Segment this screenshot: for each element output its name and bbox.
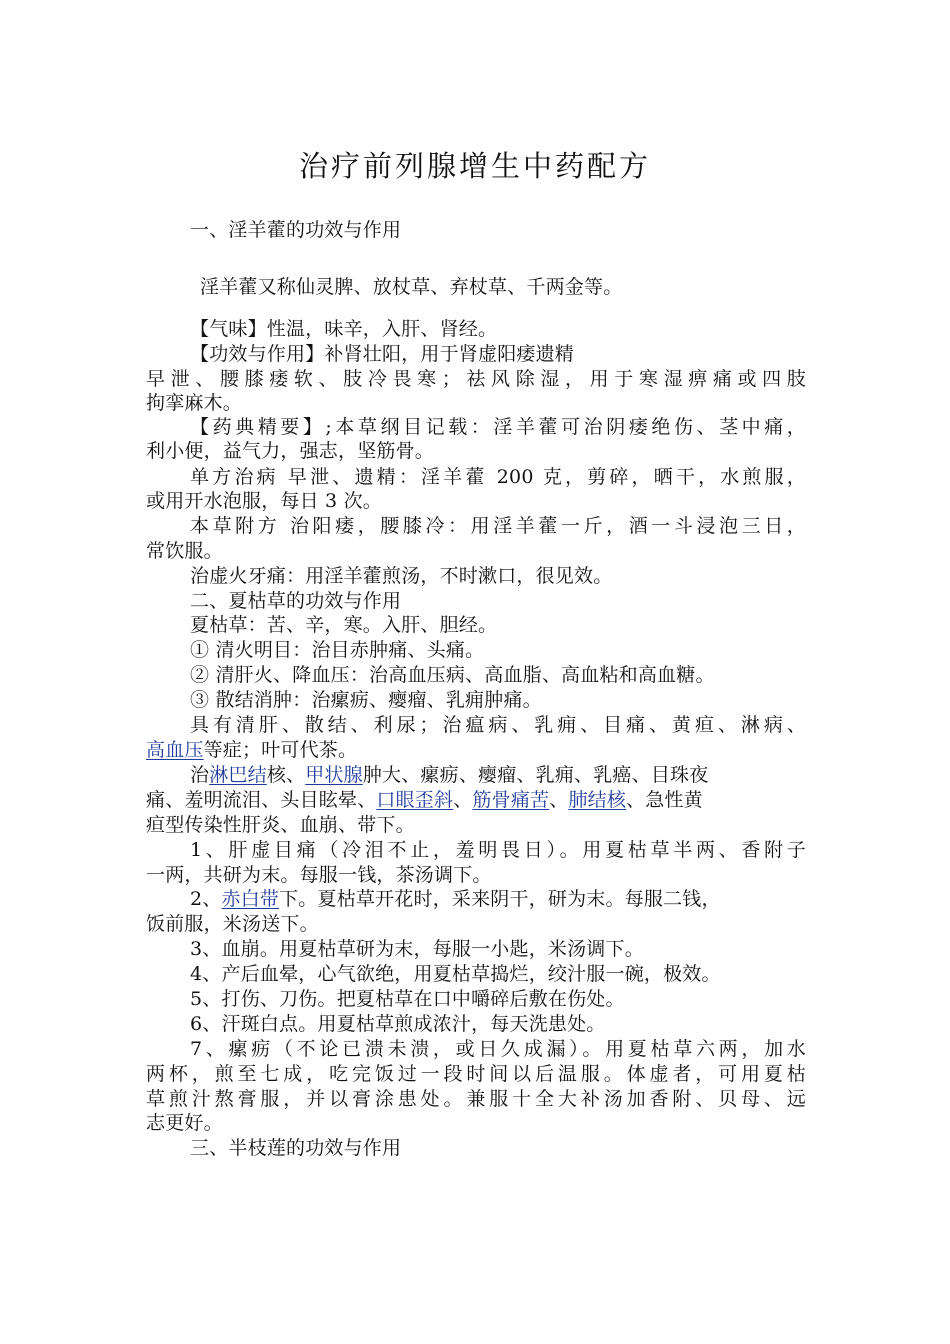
paragraph-juyou: 具有清肝、散结、利尿；治瘟病、乳痈、目痛、黄疸、淋病、: [190, 714, 806, 736]
text-span: 2、: [190, 888, 222, 910]
text-span: 、: [453, 789, 473, 811]
paragraph-xingwei: 夏枯草：苦、辛，寒。入肝、胆经。: [190, 614, 498, 636]
paragraph-fufang: 本草附方 治阳痿，腰膝冷：用淫羊藿一斤，酒一斗浸泡三日，: [190, 515, 806, 537]
paragraph-qiwei: 【气味】性温，味辛，入肝、肾经。: [190, 318, 498, 340]
link-chibaidai[interactable]: 赤白带: [221, 888, 280, 910]
list-item-2: ② 清肝火、降血压：治高血压病、高血脂、高血粘和高血糖。: [190, 664, 715, 686]
paragraph-danfang-end: 或用开水泡服，每日 3 次。: [146, 490, 382, 512]
paragraph-formula-1-end: 一两，共研为末。每服一钱，茶汤调下。: [146, 864, 492, 886]
text-span: 、急性黄: [626, 789, 703, 811]
link-feijiehe[interactable]: 肺结核: [568, 789, 627, 811]
paragraph-zhi-line3: 疸型传染性肝炎、血崩、带下。: [146, 814, 415, 836]
section-heading-xiakucao: 二、夏枯草的功效与作用: [190, 590, 402, 612]
paragraph-formula-7-end: 志更好。: [146, 1112, 223, 1134]
text-span: 肿大、瘰疬、瘿瘤、乳痈、乳癌、目珠夜: [362, 764, 709, 786]
paragraph-formula-7-cont2: 草煎汁熬膏服，并以膏涂患处。兼服十全大补汤加香附、贝母、远: [146, 1088, 806, 1110]
link-kouyanwaixie[interactable]: 口眼歪斜: [376, 789, 454, 811]
paragraph-effect-cont-end: 拘挛麻木。: [146, 392, 243, 414]
paragraph-effect: 【功效与作用】补肾壮阳，用于肾虚阳痿遗精: [190, 343, 575, 365]
paragraph-zhi-line2: [146, 787, 703, 813]
paragraph-danfang: 单方治病 早泄、遗精：淫羊藿 200 克，剪碎，晒干，水煎服，: [190, 466, 806, 488]
section-heading-yinyanghuo: 一、淫羊藿的功效与作用: [190, 219, 402, 241]
paragraph-yatong: 治虚火牙痛：用淫羊藿煎汤，不时漱口，很见效。: [190, 565, 613, 587]
paragraph-formula-7: 7、瘰疬（不论已溃未溃，或日久成漏）。用夏枯草六两，加水: [190, 1038, 806, 1060]
text-span: 痛、羞明流泪、头目眩晕、: [146, 789, 377, 811]
paragraph-alias: 淫羊藿又称仙灵脾、放杖草、弃杖草、千两金等。: [200, 276, 623, 298]
paragraph-formula-2: [190, 886, 721, 912]
text-span: 治: [190, 764, 210, 786]
text-span: 、: [549, 789, 569, 811]
paragraph-formula-3: 3、血崩。用夏枯草研为末，每服一小匙，米汤调下。: [190, 938, 644, 960]
section-heading-banzhilian: 三、半枝莲的功效与作用: [190, 1137, 402, 1159]
link-jingutongku[interactable]: 筋骨痛苦: [472, 789, 550, 811]
text-span: 等症；叶可代茶。: [203, 739, 358, 761]
paragraph-formula-5: 5、打伤、刀伤。把夏枯草在口中嚼碎后敷在伤处。: [190, 988, 625, 1010]
paragraph-fufang-end: 常饮服。: [146, 540, 223, 562]
link-linbajie[interactable]: 淋巴结: [209, 764, 267, 786]
paragraph-formula-2-end: 饭前服，米汤送下。: [146, 913, 319, 935]
paragraph-zhi-line1: [190, 762, 708, 788]
text-span: 核、: [266, 764, 306, 786]
paragraph-formula-4: 4、产后血晕，心气欲绝，用夏枯草捣烂，绞汁服一碗，极效。: [190, 963, 721, 985]
text-span: 下。夏枯草开花时，采来阴干，研为末。每服二钱，: [279, 888, 721, 910]
paragraph-formula-1: 1、肝虚目痛（冷泪不止，羞明畏日）。用夏枯草半两、香附子: [190, 839, 806, 861]
paragraph-juyou-end: [146, 737, 357, 763]
paragraph-formula-7-cont: 两杯，煎至七成，吃完饭过一段时间以后温服。体虚者，可用夏枯: [146, 1063, 806, 1085]
page-title: 治疗前列腺增生中药配方: [298, 149, 651, 183]
list-item-3: ③ 散结消肿：治瘰疬、瘿瘤、乳痈肿痛。: [190, 689, 542, 711]
paragraph-yaodian-end: 利小便，益气力，强志，坚筋骨。: [146, 440, 435, 462]
link-jiazhuangxian[interactable]: 甲状腺: [305, 764, 363, 786]
paragraph-yaodian: 【药典精要】;本草纲目记载：淫羊藿可治阴痿绝伤、茎中痛，: [190, 416, 806, 438]
link-gaoxueya[interactable]: 高血压: [146, 739, 204, 761]
paragraph-formula-6: 6、汗斑白点。用夏枯草煎成浓汁，每天洗患处。: [190, 1013, 606, 1035]
list-item-1: ① 清火明目：治目赤肿痛、头痛。: [190, 639, 485, 661]
paragraph-effect-cont: 早泄、腰膝痿软、肢冷畏寒；祛风除湿，用于寒湿痹痛或四肢: [146, 368, 806, 390]
